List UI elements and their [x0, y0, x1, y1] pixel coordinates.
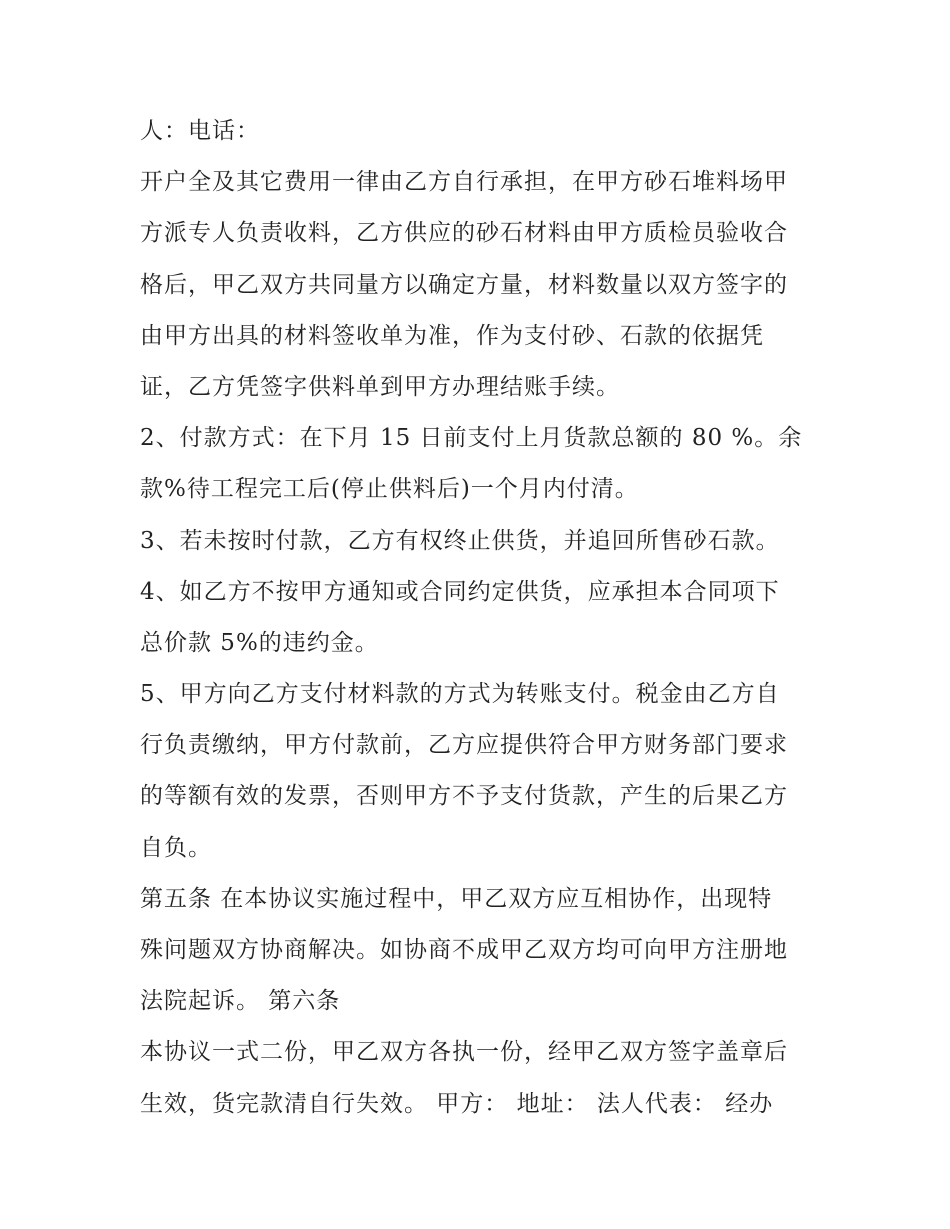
- text-line: 4、如乙方不按甲方通知或合同约定供货，应承担本合同项下: [140, 578, 780, 605]
- text-line: 5、甲方向乙方支付材料款的方式为转账支付。税金由乙方自: [140, 681, 780, 708]
- text-line: 款%待工程完工后(停止供料后)一个月内付清。: [140, 476, 639, 503]
- text-line: 格后，甲乙双方共同量方以确定方量，材料数量以双方签字的: [140, 271, 788, 298]
- text-line: 法院起诉。 第六条: [140, 988, 341, 1015]
- text-line: 行负责缴纳，甲方付款前，乙方应提供符合甲方财务部门要求: [140, 732, 788, 759]
- text-line: 2、付款方式：在下月 15 日前支付上月货款总额的 80 %。余: [140, 425, 803, 452]
- text-line: 3、若未按时付款，乙方有权终止供货，并追回所售砂石款。: [140, 527, 780, 554]
- text-line: 生效，货完款清自行失效。 甲方： 地址： 法人代表： 经办: [140, 1090, 774, 1117]
- text-line: 殊问题双方协商解决。如协商不成甲乙双方均可向甲方注册地: [140, 937, 788, 963]
- text-line: 总价款 5%的违约金。: [140, 629, 379, 656]
- text-line: 第五条 在本协议实施过程中，甲乙双方应互相协作，出现特: [140, 885, 773, 912]
- contract-body-text: [140, 106, 820, 1130]
- text-line: 开户全及其它费用一律由乙方自行承担，在甲方砂石堆料场甲: [140, 169, 788, 196]
- text-line: 本协议一式二份，甲乙双方各执一份，经甲乙双方签字盖章后: [140, 1039, 788, 1066]
- text-line: 自负。: [140, 834, 212, 861]
- text-line: 由甲方出具的材料签收单为准，作为支付砂、石款的依据凭: [140, 322, 764, 349]
- text-line: 方派专人负责收料，乙方供应的砂石材料由甲方质检员验收合: [140, 220, 788, 247]
- text-line: 人：电话：: [140, 118, 260, 144]
- text-line: 的等额有效的发票，否则甲方不予支付货款，产生的后果乙方: [140, 783, 788, 810]
- text-line: 证，乙方凭签字供料单到甲方办理结账手续。: [140, 373, 620, 400]
